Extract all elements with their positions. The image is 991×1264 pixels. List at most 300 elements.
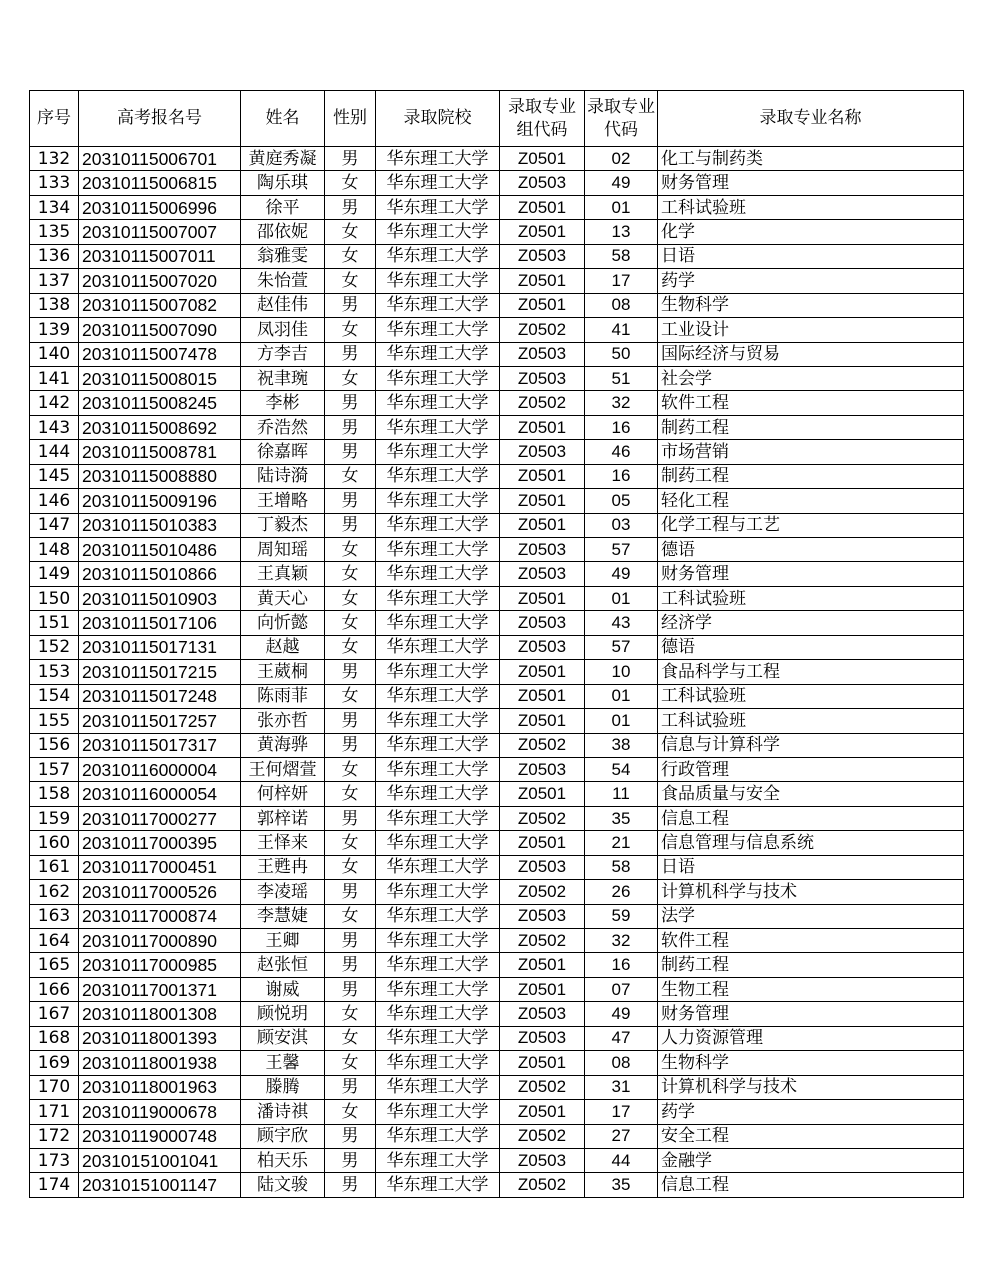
cell-major-name: 信息与计算科学	[658, 733, 964, 757]
cell-school: 华东理工大学	[376, 684, 500, 708]
cell-seq: 170	[30, 1075, 79, 1099]
cell-major-name: 制药工程	[658, 953, 964, 977]
cell-name: 向忻懿	[241, 611, 325, 635]
cell-gender: 男	[325, 733, 376, 757]
cell-major-code: 01	[585, 709, 658, 733]
table-row	[30, 782, 964, 806]
cell-school: 华东理工大学	[376, 415, 500, 439]
cell-seq: 166	[30, 977, 79, 1001]
cell-major-code: 31	[585, 1075, 658, 1099]
cell-major-code: 57	[585, 635, 658, 659]
cell-name: 陶乐琪	[241, 171, 325, 195]
cell-name: 王怿来	[241, 831, 325, 855]
cell-seq: 150	[30, 586, 79, 610]
cell-seq: 162	[30, 880, 79, 904]
cell-gender: 男	[325, 415, 376, 439]
cell-major-name: 化学	[658, 220, 964, 244]
cell-name: 何梓妍	[241, 782, 325, 806]
cell-seq: 167	[30, 1002, 79, 1026]
cell-gender: 男	[325, 709, 376, 733]
cell-name: 徐嘉晖	[241, 440, 325, 464]
cell-major-code: 16	[585, 464, 658, 488]
cell-gender: 女	[325, 831, 376, 855]
cell-group-code: Z0502	[500, 880, 585, 904]
cell-major-name: 日语	[658, 855, 964, 879]
cell-group-code: Z0501	[500, 464, 585, 488]
cell-school: 华东理工大学	[376, 538, 500, 562]
cell-major-code: 58	[585, 244, 658, 268]
cell-group-code: Z0501	[500, 684, 585, 708]
cell-group-code: Z0503	[500, 635, 585, 659]
cell-group-code: Z0503	[500, 757, 585, 781]
cell-seq: 145	[30, 464, 79, 488]
cell-gender: 女	[325, 855, 376, 879]
cell-major-code: 59	[585, 904, 658, 928]
table-row	[30, 464, 964, 488]
cell-gender: 女	[325, 611, 376, 635]
cell-exam-no: 20310117000890	[79, 929, 241, 953]
cell-group-code: Z0502	[500, 733, 585, 757]
cell-major-code: 08	[585, 293, 658, 317]
cell-group-code: Z0503	[500, 440, 585, 464]
cell-major-code: 38	[585, 733, 658, 757]
cell-group-code: Z0502	[500, 1124, 585, 1148]
cell-major-name: 制药工程	[658, 415, 964, 439]
cell-school: 华东理工大学	[376, 513, 500, 537]
cell-name: 黄海骅	[241, 733, 325, 757]
table-row	[30, 293, 964, 317]
cell-gender: 女	[325, 366, 376, 390]
cell-group-code: Z0501	[500, 513, 585, 537]
cell-major-name: 行政管理	[658, 757, 964, 781]
cell-major-code: 35	[585, 806, 658, 830]
cell-exam-no: 20310115009196	[79, 489, 241, 513]
table-row	[30, 660, 964, 684]
cell-name: 周知瑶	[241, 538, 325, 562]
cell-name: 张亦哲	[241, 709, 325, 733]
cell-exam-no: 20310117000526	[79, 880, 241, 904]
cell-major-code: 17	[585, 1100, 658, 1124]
cell-group-code: Z0503	[500, 904, 585, 928]
cell-exam-no: 20310115007007	[79, 220, 241, 244]
cell-group-code: Z0503	[500, 171, 585, 195]
cell-exam-no: 20310117000451	[79, 855, 241, 879]
cell-exam-no: 20310115008781	[79, 440, 241, 464]
cell-gender: 女	[325, 684, 376, 708]
cell-exam-no: 20310115007478	[79, 342, 241, 366]
table-row	[30, 513, 964, 537]
cell-school: 华东理工大学	[376, 1124, 500, 1148]
table-row	[30, 929, 964, 953]
table-row	[30, 806, 964, 830]
cell-exam-no: 20310115010866	[79, 562, 241, 586]
cell-major-code: 43	[585, 611, 658, 635]
cell-gender: 男	[325, 806, 376, 830]
table-row	[30, 366, 964, 390]
cell-gender: 男	[325, 1148, 376, 1172]
cell-name: 凤羽佳	[241, 318, 325, 342]
cell-major-code: 21	[585, 831, 658, 855]
cell-gender: 男	[325, 293, 376, 317]
cell-group-code: Z0503	[500, 244, 585, 268]
cell-group-code: Z0503	[500, 1148, 585, 1172]
cell-major-name: 食品质量与安全	[658, 782, 964, 806]
cell-school: 华东理工大学	[376, 806, 500, 830]
cell-exam-no: 20310118001308	[79, 1002, 241, 1026]
table-row	[30, 391, 964, 415]
cell-major-code: 02	[585, 147, 658, 171]
cell-school: 华东理工大学	[376, 953, 500, 977]
cell-school: 华东理工大学	[376, 904, 500, 928]
table-row	[30, 318, 964, 342]
table-row	[30, 953, 964, 977]
cell-school: 华东理工大学	[376, 195, 500, 219]
table-row	[30, 1148, 964, 1172]
cell-seq: 153	[30, 660, 79, 684]
cell-name: 赵佳伟	[241, 293, 325, 317]
cell-seq: 146	[30, 489, 79, 513]
table-row	[30, 562, 964, 586]
cell-group-code: Z0501	[500, 586, 585, 610]
cell-exam-no: 20310115017215	[79, 660, 241, 684]
cell-major-name: 食品科学与工程	[658, 660, 964, 684]
cell-gender: 女	[325, 1002, 376, 1026]
cell-exam-no: 20310118001938	[79, 1051, 241, 1075]
cell-major-name: 工科试验班	[658, 709, 964, 733]
cell-group-code: Z0501	[500, 269, 585, 293]
cell-seq: 133	[30, 171, 79, 195]
cell-major-name: 财务管理	[658, 1002, 964, 1026]
cell-major-code: 41	[585, 318, 658, 342]
cell-school: 华东理工大学	[376, 318, 500, 342]
cell-school: 华东理工大学	[376, 635, 500, 659]
cell-gender: 女	[325, 1051, 376, 1075]
cell-gender: 男	[325, 1075, 376, 1099]
table-row	[30, 415, 964, 439]
table-row	[30, 489, 964, 513]
cell-major-code: 57	[585, 538, 658, 562]
cell-gender: 男	[325, 195, 376, 219]
header-gender: 性别	[325, 91, 376, 147]
table-row	[30, 1100, 964, 1124]
cell-major-code: 03	[585, 513, 658, 537]
header-row	[30, 91, 964, 147]
cell-school: 华东理工大学	[376, 611, 500, 635]
cell-seq: 132	[30, 147, 79, 171]
cell-name: 顾悦玥	[241, 1002, 325, 1026]
cell-name: 王卿	[241, 929, 325, 953]
cell-major-code: 49	[585, 171, 658, 195]
cell-major-code: 13	[585, 220, 658, 244]
cell-school: 华东理工大学	[376, 977, 500, 1001]
cell-exam-no: 20310115008880	[79, 464, 241, 488]
cell-major-name: 信息管理与信息系统	[658, 831, 964, 855]
cell-seq: 152	[30, 635, 79, 659]
cell-school: 华东理工大学	[376, 660, 500, 684]
cell-major-name: 市场营销	[658, 440, 964, 464]
cell-seq: 148	[30, 538, 79, 562]
cell-group-code: Z0501	[500, 977, 585, 1001]
cell-exam-no: 20310115017248	[79, 684, 241, 708]
cell-major-name: 信息工程	[658, 1173, 964, 1197]
cell-gender: 男	[325, 953, 376, 977]
cell-major-name: 药学	[658, 269, 964, 293]
cell-school: 华东理工大学	[376, 147, 500, 171]
table-body	[30, 147, 964, 1198]
cell-major-code: 16	[585, 415, 658, 439]
cell-seq: 142	[30, 391, 79, 415]
cell-seq: 138	[30, 293, 79, 317]
cell-gender: 女	[325, 586, 376, 610]
cell-school: 华东理工大学	[376, 220, 500, 244]
cell-exam-no: 20310151001041	[79, 1148, 241, 1172]
cell-group-code: Z0502	[500, 1075, 585, 1099]
cell-seq: 165	[30, 953, 79, 977]
table-row	[30, 709, 964, 733]
cell-school: 华东理工大学	[376, 782, 500, 806]
cell-major-code: 27	[585, 1124, 658, 1148]
table-row	[30, 1173, 964, 1197]
cell-exam-no: 20310117000874	[79, 904, 241, 928]
cell-major-name: 财务管理	[658, 562, 964, 586]
cell-major-name: 生物工程	[658, 977, 964, 1001]
cell-group-code: Z0501	[500, 489, 585, 513]
table-row	[30, 1026, 964, 1050]
cell-group-code: Z0503	[500, 562, 585, 586]
cell-exam-no: 20310115007011	[79, 244, 241, 268]
cell-name: 谢威	[241, 977, 325, 1001]
header-name: 姓名	[241, 91, 325, 147]
cell-major-code: 07	[585, 977, 658, 1001]
cell-seq: 158	[30, 782, 79, 806]
cell-exam-no: 20310118001393	[79, 1026, 241, 1050]
cell-group-code: Z0501	[500, 1100, 585, 1124]
cell-exam-no: 20310115017131	[79, 635, 241, 659]
cell-major-code: 32	[585, 391, 658, 415]
cell-school: 华东理工大学	[376, 1026, 500, 1050]
cell-gender: 男	[325, 977, 376, 1001]
cell-name: 李慧婕	[241, 904, 325, 928]
cell-group-code: Z0503	[500, 611, 585, 635]
cell-seq: 141	[30, 366, 79, 390]
cell-major-name: 财务管理	[658, 171, 964, 195]
cell-group-code: Z0501	[500, 1051, 585, 1075]
cell-name: 黄天心	[241, 586, 325, 610]
cell-gender: 女	[325, 538, 376, 562]
table-row	[30, 1124, 964, 1148]
cell-school: 华东理工大学	[376, 1075, 500, 1099]
cell-name: 王葳桐	[241, 660, 325, 684]
cell-gender: 女	[325, 782, 376, 806]
cell-major-code: 01	[585, 586, 658, 610]
cell-gender: 女	[325, 318, 376, 342]
cell-group-code: Z0503	[500, 1002, 585, 1026]
table-row	[30, 611, 964, 635]
cell-exam-no: 20310151001147	[79, 1173, 241, 1197]
cell-seq: 172	[30, 1124, 79, 1148]
cell-school: 华东理工大学	[376, 831, 500, 855]
cell-name: 赵张恒	[241, 953, 325, 977]
header-group-code-text: 录取专业组代码	[508, 96, 576, 140]
cell-major-code: 16	[585, 953, 658, 977]
cell-major-code: 44	[585, 1148, 658, 1172]
cell-school: 华东理工大学	[376, 880, 500, 904]
cell-name: 郭梓诺	[241, 806, 325, 830]
cell-group-code: Z0503	[500, 366, 585, 390]
cell-exam-no: 20310117001371	[79, 977, 241, 1001]
cell-seq: 160	[30, 831, 79, 855]
cell-group-code: Z0503	[500, 342, 585, 366]
cell-gender: 男	[325, 929, 376, 953]
cell-exam-no: 20310115007090	[79, 318, 241, 342]
cell-name: 陈雨菲	[241, 684, 325, 708]
cell-exam-no: 20310115010486	[79, 538, 241, 562]
cell-seq: 174	[30, 1173, 79, 1197]
cell-name: 李凌瑶	[241, 880, 325, 904]
table-row	[30, 147, 964, 171]
table-row	[30, 684, 964, 708]
cell-seq: 169	[30, 1051, 79, 1075]
cell-gender: 女	[325, 562, 376, 586]
cell-gender: 男	[325, 513, 376, 537]
cell-exam-no: 20310118001963	[79, 1075, 241, 1099]
cell-major-name: 金融学	[658, 1148, 964, 1172]
cell-major-code: 46	[585, 440, 658, 464]
cell-gender: 男	[325, 440, 376, 464]
cell-exam-no: 20310115008245	[79, 391, 241, 415]
cell-school: 华东理工大学	[376, 366, 500, 390]
cell-major-name: 生物科学	[658, 293, 964, 317]
cell-major-code: 32	[585, 929, 658, 953]
cell-group-code: Z0501	[500, 415, 585, 439]
cell-major-name: 轻化工程	[658, 489, 964, 513]
cell-major-code: 17	[585, 269, 658, 293]
cell-group-code: Z0502	[500, 391, 585, 415]
cell-seq: 154	[30, 684, 79, 708]
table-row	[30, 269, 964, 293]
cell-exam-no: 20310115006815	[79, 171, 241, 195]
cell-name: 顾宇欣	[241, 1124, 325, 1148]
cell-name: 王增略	[241, 489, 325, 513]
cell-major-name: 生物科学	[658, 1051, 964, 1075]
cell-gender: 女	[325, 244, 376, 268]
table-row	[30, 831, 964, 855]
cell-school: 华东理工大学	[376, 1002, 500, 1026]
header-group-code	[500, 91, 585, 147]
cell-seq: 157	[30, 757, 79, 781]
cell-name: 方李吉	[241, 342, 325, 366]
cell-gender: 男	[325, 1173, 376, 1197]
cell-seq: 144	[30, 440, 79, 464]
cell-name: 陆诗漪	[241, 464, 325, 488]
cell-seq: 149	[30, 562, 79, 586]
cell-seq: 134	[30, 195, 79, 219]
cell-school: 华东理工大学	[376, 489, 500, 513]
cell-group-code: Z0501	[500, 782, 585, 806]
cell-major-code: 01	[585, 684, 658, 708]
cell-exam-no: 20310115007082	[79, 293, 241, 317]
cell-school: 华东理工大学	[376, 1148, 500, 1172]
cell-exam-no: 20310115017317	[79, 733, 241, 757]
cell-major-code: 54	[585, 757, 658, 781]
table-row	[30, 1075, 964, 1099]
table-row	[30, 244, 964, 268]
cell-school: 华东理工大学	[376, 293, 500, 317]
cell-name: 赵越	[241, 635, 325, 659]
cell-group-code: Z0503	[500, 538, 585, 562]
cell-school: 华东理工大学	[376, 709, 500, 733]
cell-exam-no: 20310115010383	[79, 513, 241, 537]
cell-gender: 男	[325, 342, 376, 366]
table-row	[30, 1002, 964, 1026]
table-row	[30, 195, 964, 219]
cell-group-code: Z0501	[500, 195, 585, 219]
table-row	[30, 538, 964, 562]
cell-exam-no: 20310117000395	[79, 831, 241, 855]
cell-group-code: Z0502	[500, 318, 585, 342]
cell-seq: 140	[30, 342, 79, 366]
cell-gender: 女	[325, 220, 376, 244]
cell-seq: 147	[30, 513, 79, 537]
cell-major-name: 经济学	[658, 611, 964, 635]
cell-school: 华东理工大学	[376, 562, 500, 586]
cell-group-code: Z0503	[500, 1026, 585, 1050]
cell-group-code: Z0501	[500, 293, 585, 317]
cell-gender: 女	[325, 171, 376, 195]
cell-school: 华东理工大学	[376, 269, 500, 293]
header-major-code	[585, 91, 658, 147]
cell-major-name: 化学工程与工艺	[658, 513, 964, 537]
cell-name: 滕腾	[241, 1075, 325, 1099]
cell-gender: 女	[325, 635, 376, 659]
cell-seq: 168	[30, 1026, 79, 1050]
cell-name: 柏天乐	[241, 1148, 325, 1172]
cell-name: 王真颖	[241, 562, 325, 586]
cell-major-code: 47	[585, 1026, 658, 1050]
cell-gender: 女	[325, 1100, 376, 1124]
cell-school: 华东理工大学	[376, 440, 500, 464]
cell-major-code: 10	[585, 660, 658, 684]
table-row	[30, 880, 964, 904]
cell-name: 邵依妮	[241, 220, 325, 244]
cell-name: 潘诗祺	[241, 1100, 325, 1124]
cell-major-name: 信息工程	[658, 806, 964, 830]
cell-gender: 男	[325, 147, 376, 171]
cell-name: 乔浩然	[241, 415, 325, 439]
cell-major-code: 26	[585, 880, 658, 904]
cell-gender: 男	[325, 489, 376, 513]
cell-major-code: 49	[585, 562, 658, 586]
cell-seq: 161	[30, 855, 79, 879]
cell-major-code: 35	[585, 1173, 658, 1197]
cell-seq: 164	[30, 929, 79, 953]
cell-name: 李彬	[241, 391, 325, 415]
cell-seq: 139	[30, 318, 79, 342]
cell-seq: 135	[30, 220, 79, 244]
cell-major-name: 工科试验班	[658, 195, 964, 219]
table-row	[30, 586, 964, 610]
cell-major-name: 德语	[658, 538, 964, 562]
cell-gender: 女	[325, 464, 376, 488]
table-row	[30, 904, 964, 928]
cell-major-name: 工科试验班	[658, 684, 964, 708]
cell-school: 华东理工大学	[376, 391, 500, 415]
cell-gender: 男	[325, 1124, 376, 1148]
cell-exam-no: 20310116000004	[79, 757, 241, 781]
cell-group-code: Z0501	[500, 220, 585, 244]
cell-name: 顾安淇	[241, 1026, 325, 1050]
cell-school: 华东理工大学	[376, 855, 500, 879]
